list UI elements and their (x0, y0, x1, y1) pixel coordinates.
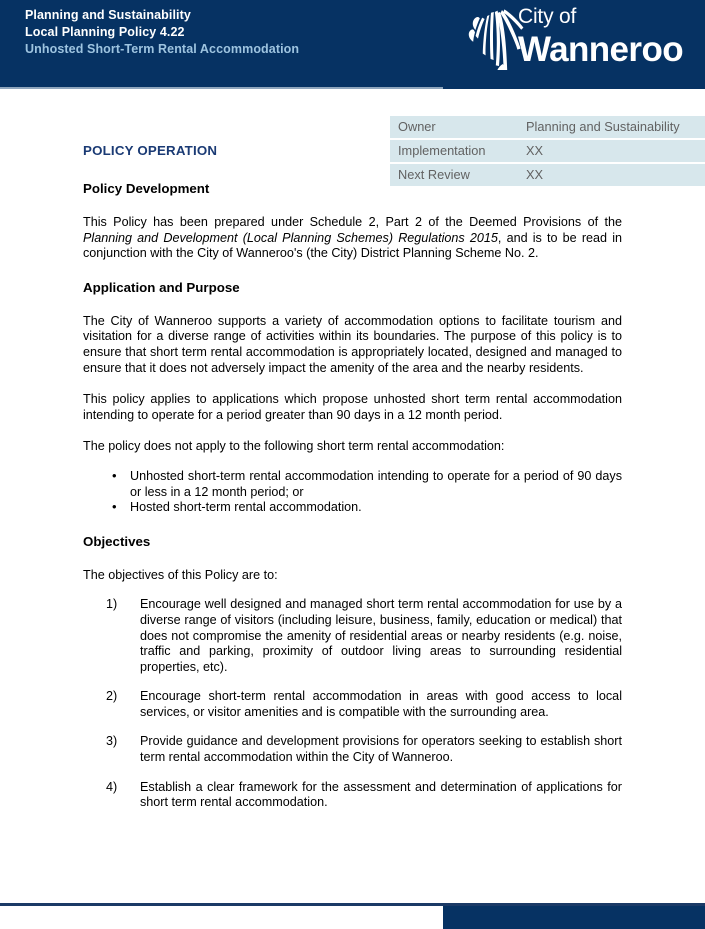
list-item-number: 1) (106, 597, 118, 612)
table-row (390, 116, 705, 139)
header-department: Planning and Sustainability (25, 8, 191, 22)
footer-accent-block (443, 906, 705, 929)
heading-application-and-purpose: Application and Purpose (83, 279, 240, 295)
spacer (83, 455, 622, 469)
spacer (83, 516, 622, 534)
list-item (83, 689, 622, 720)
list-item-text: Establish a clear framework for the assessment and determination of applications for short term rental accommodation. (140, 779, 622, 810)
logo-wanneroo-text: Wanneroo (518, 30, 684, 69)
list-item: • Hosted short-term rental accommodation. (130, 500, 622, 516)
header-policy-number: Local Planning Policy 4.22 (25, 25, 185, 39)
list-item (83, 780, 622, 811)
paragraph-text-part1: This Policy has been prepared under Schedule 2, Part 2 of the Deemed Provisions of the (83, 215, 622, 229)
spacer (83, 296, 622, 314)
list-item-text: Provide guidance and development provisions for operators seeking to establish short term rental accommodation within the City of Wanneroo. (140, 734, 622, 765)
logo-city-of-text: City of (518, 5, 577, 28)
metadata-value-owner: Planning and Sustainability (518, 116, 705, 139)
objectives-list (83, 597, 622, 811)
page-header (0, 0, 705, 89)
spacer (83, 376, 622, 392)
list-item-text: Encourage well designed and managed short term rental accommodation for use by a diverse range of visitors (including leisure, business, family, education or medical) that does not compromise the amenity of residential areas or nearby residents (e.g. noise, traffic and parking, proximity of outdoor living areas to surrounding residential properties, etc). (140, 597, 622, 674)
list-item (83, 597, 622, 675)
metadata-value-implementation: XX (518, 139, 705, 163)
paragraph-exclusions-intro: The policy does not apply to the following short term rental accommodation: (83, 439, 505, 454)
metadata-label-implementation: Implementation (390, 139, 518, 163)
logo-wordmark (518, 6, 683, 67)
spacer (83, 197, 622, 215)
city-of-wanneroo-logo (466, 4, 696, 76)
spacer (83, 159, 622, 181)
exclusions-list (83, 469, 622, 516)
paragraph-purpose: The City of Wanneroo supports a variety of accommodation options to facilitate tourism and visitation for a diverse range of activities within its boundaries. The purpose of this policy is to ensure that short term rental accommodation is appropriately located, designed and managed to ensure that it does not adversely impact the amenity of the area and the nearby residents. (83, 313, 622, 375)
spacer (83, 423, 622, 439)
metadata-value-next-review: XX (518, 163, 705, 186)
header-policy-subject: Unhosted Short-Term Rental Accommodation (25, 42, 300, 56)
header-title-group (25, 7, 299, 58)
list-item-number: 4) (106, 779, 118, 794)
paragraph-objectives-intro: The objectives of this Policy are to: (83, 567, 278, 582)
heading-policy-development: Policy Development (83, 181, 210, 196)
list-item: • Unhosted short-term rental accommodation intending to operate for a period of 90 days or less in a 12 month period; or (130, 469, 622, 500)
list-item-number: 3) (106, 734, 118, 749)
page-title: POLICY OPERATION (83, 143, 218, 158)
document-body (83, 143, 622, 811)
list-item-number: 2) (106, 689, 118, 704)
list-item (83, 734, 622, 765)
paragraph-application: This policy applies to applications which propose unhosted short term rental accommodation intending to operate for a period greater than 90 days in a 12 month period. (83, 392, 622, 422)
metadata-label-owner: Owner (390, 116, 518, 139)
spacer (83, 583, 622, 597)
regulation-citation: Planning and Development (Local Planning Schemes) Regulations 2015 (83, 230, 498, 245)
list-item-text: Encourage short-term rental accommodation in areas with good access to local services, or visitor amenities and is compatible with the surrounding area. (140, 689, 622, 719)
metadata-label-next-review: Next Review (390, 163, 518, 186)
paragraph-text-part2: , and is to be read in conjunction with the City of Wanneroo's (the City) District Planning Scheme No. 2. (83, 230, 622, 261)
spacer (83, 550, 622, 568)
heading-objectives: Objectives (83, 533, 151, 549)
spacer (83, 262, 622, 280)
paragraph-policy-development (83, 215, 622, 262)
